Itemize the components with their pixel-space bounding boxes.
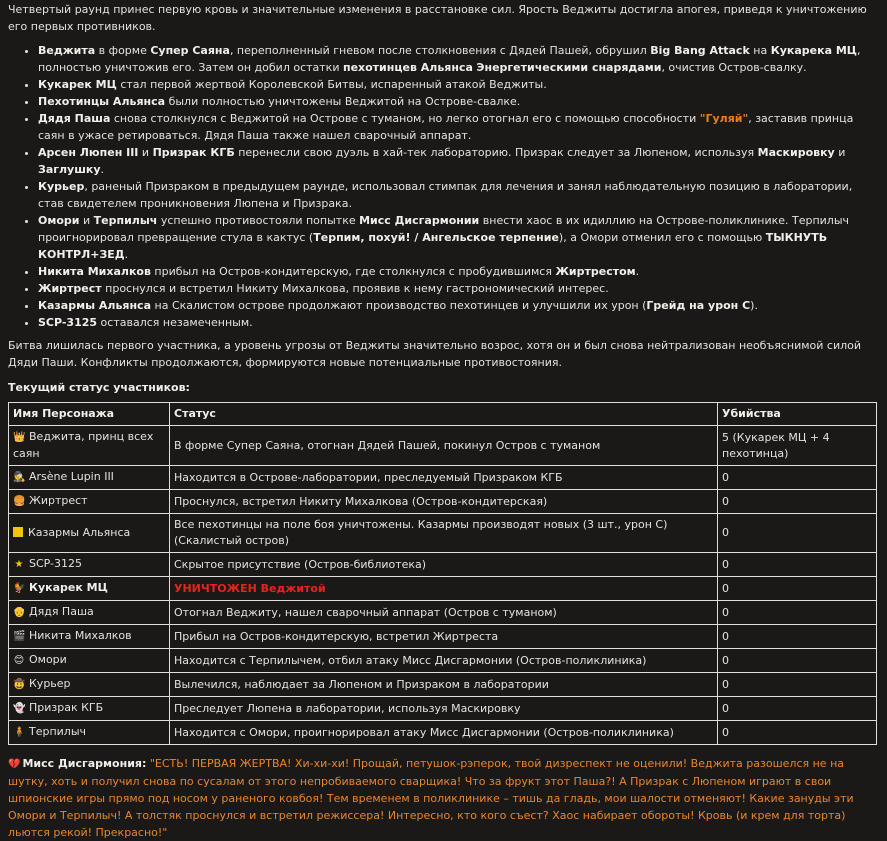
cell-kills: 0: [718, 625, 877, 649]
cell-kills: 0: [718, 490, 877, 514]
status-table: [8, 402, 877, 745]
cell-kills: 0: [718, 577, 877, 601]
text: внести хаос в их идиллию на Острове-поликлинике. Терпилыч проигнорировал превращение стула в кактус (: [38, 214, 850, 244]
table-header-row: [9, 403, 877, 426]
text: снова столкнулся с Веджитой на Острове с туманом, но легко отогнал его с помощью способности: [110, 112, 700, 125]
bold-name: Терпилыч: [93, 214, 158, 227]
text: на Скалистом острове продолжают производство пехотинцев и улучшили их урон (: [151, 299, 647, 312]
cell-kills: 0: [718, 649, 877, 673]
character-name: Омори: [29, 653, 67, 666]
cell-kills: 5 (Кукарек МЦ + 4 пехотинца): [718, 426, 877, 466]
bold-name: Веджита: [38, 44, 96, 57]
bold-name: пехотинцев Альянса: [342, 61, 473, 74]
text: прибыл на Остров-кондитерскую, где столкнулся с пробудившимся: [150, 265, 556, 278]
text: , переполненный гневом после столкновения с Дядей Пашей, обрушил: [229, 44, 651, 57]
list-item: [38, 76, 879, 93]
header-name: Имя Персонажа: [9, 403, 170, 426]
bold-name: Курьер: [38, 180, 85, 193]
list-item: [38, 314, 879, 331]
cell-name: [9, 514, 170, 553]
text: успешно противостояли попытке: [157, 214, 360, 227]
table-row: [9, 625, 877, 649]
text: оставался незамеченным.: [97, 316, 253, 329]
cell-name: [9, 697, 170, 721]
cell-name: [9, 490, 170, 514]
cell-status: В форме Супер Саяна, отогнан Дядей Пашей, покинул Остров с туманом: [170, 426, 718, 466]
bold-name: Маскировку: [757, 146, 835, 159]
list-item: [38, 212, 879, 263]
intro-paragraph: Четвертый раунд принес первую кровь и значительные изменения в расстановке сил. Ярость Веджиты достигла апогея, приведя к уничтожению его первых противников.: [8, 3, 867, 33]
text: , заставив принца саян в ужасе ретироваться. Дядя Паша также нашел сварочный аппарат.: [38, 112, 854, 142]
bold-name: Арсен Люпен III: [38, 146, 139, 159]
bold-name: Омори: [38, 214, 80, 227]
cell-status: Прибыл на Остров-кондитерскую, встретил Жиртреста: [170, 625, 718, 649]
bold-name: Терпим, похуй! / Ангельское терпение: [313, 231, 559, 244]
list-item: [38, 93, 879, 110]
bold-name: Мисс Дисгармонии: [359, 214, 480, 227]
table-row: [9, 673, 877, 697]
host-quote: [8, 755, 879, 841]
table-row: [9, 426, 877, 466]
text: , очистив Остров-свалку.: [661, 61, 807, 74]
detective-icon: 🕵: [13, 472, 26, 483]
character-name: Терпилыч: [29, 725, 87, 738]
cell-name: [9, 649, 170, 673]
character-name: Никита Михалков: [29, 629, 132, 642]
quote-speaker: Мисс Дисгармония:: [22, 757, 147, 770]
table-row: [9, 721, 877, 745]
cell-kills: 0: [718, 721, 877, 745]
bold-name: Призрак КГБ: [152, 146, 235, 159]
character-name: Призрак КГБ: [29, 701, 104, 714]
cell-status: Находится в Острове-лаборатории, преследуемый Призраком КГБ: [170, 466, 718, 490]
character-name: Жиртрест: [29, 494, 88, 507]
quote-text: "ЕСТЬ! ПЕРВАЯ ЖЕРТВА! Хи-хи-хи! Прощай, петушок-рэперок, твой дизреспект не оценили! Веджита разошелся не на шутку, хоть и получил снова по сусалам от этого непробиваемого сварщика! Что за фрукт этот Паша?! А Призрак с Люпеном играют в свои шпионские игры прямо под носом у раненого ковбоя! Тем временем в поликлинике – тишь да гладь, мои шалости отменяют! Какие зануды эти Омори и Терпилыч! А толстяк проснулся и встретил режиссера! Интересно, кто кого съест? Хаос набирает обороты! Кровь (и крем для торта) льются рекой! Прекрасно!": [8, 757, 854, 839]
rooster-icon: 🐓: [13, 583, 26, 594]
list-item: [38, 280, 879, 297]
cell-kills: 0: [718, 601, 877, 625]
text: стал первой жертвой Королевской Битвы, испаренный атакой Веджиты.: [116, 78, 547, 91]
yellow-square-icon: [13, 527, 23, 537]
bold-name: Грейд на урон С: [646, 299, 751, 312]
character-name: Веджита, принц всех саян: [13, 430, 154, 460]
cell-kills: 0: [718, 673, 877, 697]
header-status: Статус: [170, 403, 718, 426]
cell-kills: 0: [718, 466, 877, 490]
bold-name: Никита Михалков: [38, 265, 151, 278]
cell-status: Находится с Терпилычем, отбил атаку Мисс Дисгармонии (Остров-поликлиника): [170, 649, 718, 673]
ability-name: "Гуляй": [699, 112, 749, 125]
bold-name: Кукарек МЦ: [38, 78, 117, 91]
text: , полностью уничтожив его. Затем он добил остатки: [38, 44, 861, 74]
bold-name: ТЫКНУТЬ КОНТРЛ+ЗЕД: [38, 231, 828, 261]
bold-name: Энергетическими снарядами: [476, 61, 662, 74]
text: в форме: [95, 44, 151, 57]
character-name: Кукарек МЦ: [29, 581, 108, 594]
table-row: [9, 649, 877, 673]
text: .: [124, 248, 129, 261]
cell-kills: 0: [718, 553, 877, 577]
cell-status: Все пехотинцы на поле боя уничтожены. Казармы производят новых (3 шт., урон С) (Скалистый остров): [170, 514, 718, 553]
list-item: [38, 110, 879, 144]
table-row: [9, 514, 877, 553]
events-list: [8, 42, 879, 331]
text: были полностью уничтожены Веджитой на Острове-свалке.: [165, 95, 521, 108]
cell-name: [9, 553, 170, 577]
text: и: [138, 146, 153, 159]
broken-heart-icon: 💔: [8, 759, 21, 770]
list-item: [38, 263, 879, 280]
bold-name: Кукарека МЦ: [770, 44, 857, 57]
character-name: SCP-3125: [29, 557, 83, 570]
cowboy-icon: 🤠: [13, 679, 26, 690]
bold-name: Жиртрестом: [555, 265, 636, 278]
cell-status: Отогнал Веджиту, нашел сварочный аппарат (Остров с туманом): [170, 601, 718, 625]
text: перенесли свою дуэль в хай-тек лабораторию. Призрак следует за Люпеном, используя: [234, 146, 758, 159]
list-item: [38, 297, 879, 314]
clapperboard-icon: 🎬: [13, 631, 26, 642]
text: и: [79, 214, 94, 227]
status-heading: Текущий статус участников:: [8, 381, 190, 394]
table-row: [9, 553, 877, 577]
text: и: [834, 146, 846, 159]
table-row: [9, 577, 877, 601]
smile-icon: 😊: [13, 655, 25, 666]
character-name: Arsène Lupin III: [29, 470, 114, 483]
person-icon: 🧍: [13, 727, 26, 738]
cell-name: [9, 577, 170, 601]
ghost-icon: 👻: [13, 703, 26, 714]
text: .: [635, 265, 640, 278]
bold-name: Супер Саяна: [150, 44, 230, 57]
cell-name: [9, 466, 170, 490]
cell-status: Преследует Люпена в лаборатории, используя Маскировку: [170, 697, 718, 721]
cell-status: УНИЧТОЖЕН Веджитой: [170, 577, 718, 601]
cell-name: [9, 426, 170, 466]
table-row: [9, 466, 877, 490]
list-item: [38, 42, 879, 76]
cell-status: Вылечился, наблюдает за Люпеном и Призраком в лаборатории: [170, 673, 718, 697]
bold-name: Пехотинцы Альянса: [38, 95, 166, 108]
table-row: [9, 601, 877, 625]
outro-paragraph: Битва лишилась первого участника, а уровень угрозы от Веджиты значительно возрос, хотя он и был снова нейтрализован необъяснимой силой Дяди Паши. Конфликты продолжаются, формируются новые потенциальные противостояния.: [8, 339, 862, 369]
star-icon: ★: [14, 559, 24, 570]
text: проснулся и встретил Никиту Михалкова, проявив к нему гастрономический интерес.: [101, 282, 609, 295]
character-name: Курьер: [29, 677, 71, 690]
list-item: [38, 144, 879, 178]
cell-kills: 0: [718, 514, 877, 553]
bold-name: Казармы Альянса: [38, 299, 152, 312]
bold-name: Заглушку: [38, 163, 101, 176]
old-man-icon: 👴: [13, 607, 26, 618]
text: ).: [750, 299, 758, 312]
burger-icon: 🍔: [13, 496, 26, 507]
character-name: Дядя Паша: [29, 605, 94, 618]
character-name: Казармы Альянса: [28, 526, 131, 539]
header-kills: Убийства: [718, 403, 877, 426]
text: .: [100, 163, 105, 176]
bold-name: SCP-3125: [38, 316, 98, 329]
crown-icon: 👑: [13, 432, 26, 443]
cell-name: [9, 673, 170, 697]
table-row: [9, 490, 877, 514]
cell-name: [9, 625, 170, 649]
bold-name: Big Bang Attack: [650, 44, 750, 57]
text: на: [749, 44, 771, 57]
bold-name: Жиртрест: [38, 282, 102, 295]
cell-status: Находится с Омори, проигнорировал атаку Мисс Дисгармонии (Остров-поликлиника): [170, 721, 718, 745]
text: ), а Омори отменил его с помощью: [558, 231, 766, 244]
cell-status: Проснулся, встретил Никиту Михалкова (Остров-кондитерская): [170, 490, 718, 514]
cell-name: [9, 721, 170, 745]
cell-status: Скрытое присутствие (Остров-библиотека): [170, 553, 718, 577]
table-row: [9, 697, 877, 721]
list-item: [38, 178, 879, 212]
bold-name: Дядя Паша: [38, 112, 111, 125]
cell-kills: 0: [718, 697, 877, 721]
cell-name: [9, 601, 170, 625]
text: , раненый Призраком в предыдущем раунде, использовал стимпак для лечения и занял наблюдательную позицию в лаборатории, став свидетелем проникновения Люпена и Призрака.: [38, 180, 853, 210]
